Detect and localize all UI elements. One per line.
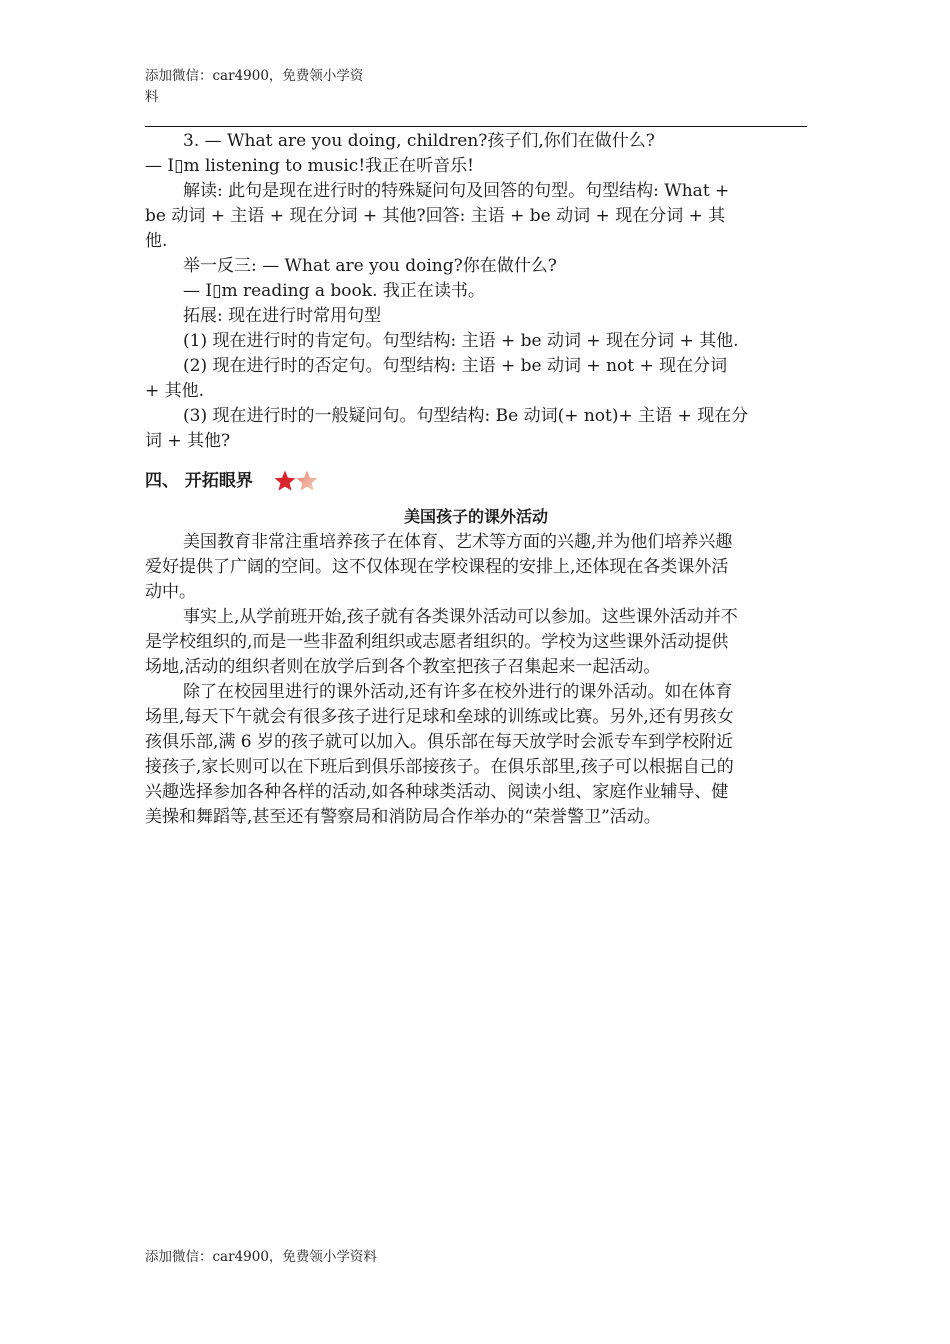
article-paragraph-line: 美国教育非常注重培养孩子在体育、艺术等方面的兴趣,并为他们培养兴趣 (183, 532, 733, 552)
article-paragraph-line: 孩俱乐部,满 6 岁的孩子就可以加入。俱乐部在每天放学时会派专车到学校附近 (145, 732, 734, 752)
article-paragraph (145, 530, 807, 605)
example-question: 举一反三: — What are you doing?你在做什么? (183, 256, 557, 276)
section-heading (145, 466, 807, 496)
article-paragraph-line: 除了在校园里进行的课外活动,还有许多在校外进行的课外活动。如在体育 (183, 682, 733, 702)
article-paragraph-line: 接孩子,家长则可以在下班后到俱乐部接孩子。在俱乐部里,孩子可以根据自己的 (145, 757, 734, 777)
article-paragraph-line: 动中。 (145, 582, 196, 602)
article-paragraph (145, 680, 807, 830)
explanation-line-3: 他. (145, 231, 168, 251)
pattern-item-2-line-1: (2) 现在进行时的否定句。句型结构: 主语 + be 动词 + not + 现在分词 (183, 356, 728, 376)
header-divider (145, 126, 807, 127)
article-paragraph-line: 爱好提供了广阔的空间。这不仅体现在学校课程的安排上,还体现在各类课外活 (145, 557, 729, 577)
article-paragraph-line: 兴趣选择参加各种各样的活动,如各种球类活动、阅读小组、家庭作业辅导、健 (145, 782, 729, 802)
explanation-line-1: 解读: 此句是现在进行时的特殊疑问句及回答的句型。句型结构: What + (183, 181, 730, 201)
explanation-line-2: be 动词 + 主语 + 现在分词 + 其他?回答: 主语 + be 动词 + 现在分词 + 其 (145, 206, 726, 226)
article-paragraph-line: 是学校组织的,而是一些非盈利组织或志愿者组织的。学校为这些课外活动提供 (145, 632, 729, 652)
pattern-item-3-line-2: 词 + 其他? (145, 431, 231, 451)
pattern-item-3-line-1: (3) 现在进行时的一般疑问句。句型结构: Be 动词(+ not)+ 主语 + 现在分 (183, 406, 749, 426)
article-body (145, 530, 807, 830)
article-paragraph-line: 事实上,从学前班开始,孩子就有各类课外活动可以参加。这些课外活动并不 (183, 607, 738, 627)
page-header (145, 66, 395, 108)
article-paragraph-line: 场地,活动的组织者则在放学后到各个教室把孩子召集起来一起活动。 (145, 657, 661, 677)
document-body (145, 129, 807, 830)
header-line-1: 添加微信：car4900，免费领小学资 (145, 68, 364, 84)
article-title: 美国孩子的课外活动 (403, 507, 548, 526)
example-answer: — I▯m reading a book. 我正在读书。 (183, 281, 485, 301)
star-rating-icon (273, 469, 297, 493)
section-title-text: 四、 开拓眼界 (145, 470, 253, 491)
pattern-item-2-line-2: + 其他. (145, 381, 205, 401)
pattern-item-1: (1) 现在进行时的肯定句。句型结构: 主语 + be 动词 + 现在分词 + 其他. (183, 331, 739, 351)
article-paragraph (145, 605, 807, 680)
question-3: 3. — What are you doing, children?孩子们,你们在做什么? (183, 131, 655, 151)
article-paragraph-line: 美操和舞蹈等,甚至还有警察局和消防局合作举办的“荣誉警卫”活动。 (145, 807, 661, 827)
header-line-2: 料 (145, 89, 159, 105)
page-footer: 添加微信：car4900，免费领小学资料 (145, 1249, 377, 1265)
answer-3: — I▯m listening to music!我正在听音乐! (145, 156, 474, 176)
article-paragraph-line: 场里,每天下午就会有很多孩子进行足球和垒球的训练或比赛。另外,还有男孩女 (145, 707, 734, 727)
star-rating-icon-faded (295, 469, 319, 493)
extension-heading: 拓展: 现在进行时常用句型 (183, 306, 382, 326)
